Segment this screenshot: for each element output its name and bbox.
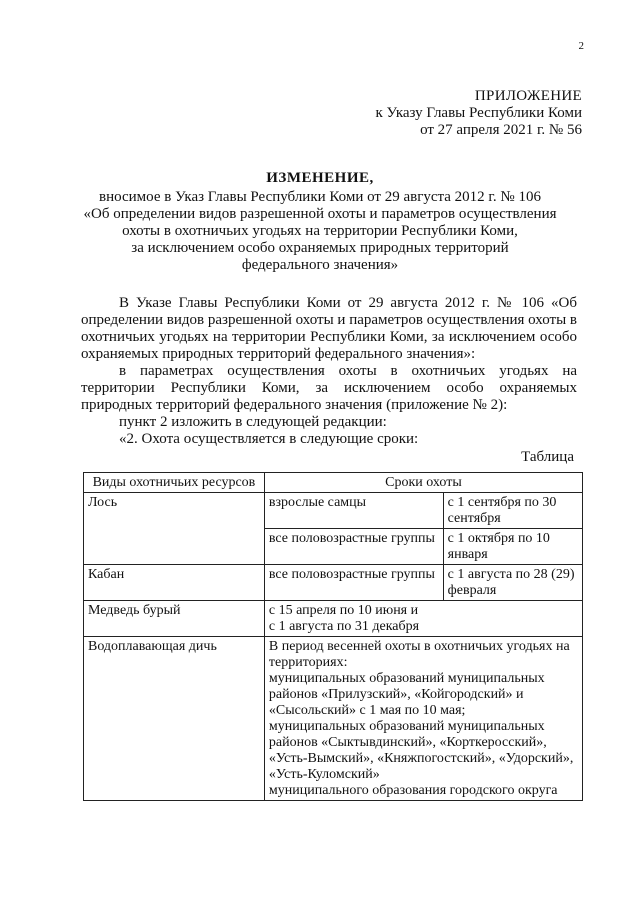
title-line: «Об определении видов разрешенной охоты и параметров осуществления <box>83 206 557 222</box>
appendix-header <box>375 88 582 139</box>
period-line: В период весенней охоты в охотничьих угодьях на территориях: <box>268 639 570 670</box>
period-line: муниципальных образований муниципальных районов «Сыктывдинский», «Корткеросский», «Усть-Вымский», «Княжпогостский», «Удорский», «Усть-Куломский» <box>268 719 574 782</box>
cell-species: Кабан <box>84 565 265 601</box>
period-line: с 1 августа по 31 декабря <box>268 619 420 634</box>
cell-period <box>264 637 582 801</box>
period-line: муниципальных образований муниципальных районов «Прилузский», «Койгородский» и «Сысольский» с 1 мая по 10 мая; <box>268 671 545 718</box>
table-row <box>84 493 583 529</box>
cell-group: все половозрастные группы <box>264 565 443 601</box>
body-paragraph: «2. Охота осуществляется в следующие сроки: <box>119 431 419 447</box>
title-line: вносимое в Указ Главы Республики Коми от 29 августа 2012 г. № 106 <box>99 189 541 205</box>
cell-period <box>264 601 582 637</box>
table-caption: Таблица <box>521 449 574 465</box>
appendix-date-line: от 27 апреля 2021 г. № 56 <box>420 122 582 138</box>
period-line: муниципального образования городского округа <box>268 783 558 798</box>
table-header-row <box>84 473 583 493</box>
title-line: охоты в охотничьих угодьях на территории Республики Коми, <box>122 223 518 239</box>
cell-species: Лось <box>84 493 265 565</box>
body-paragraph: пункт 2 изложить в следующей редакции: <box>119 414 387 430</box>
body-paragraph: В Указе Главы Республики Коми от 29 августа 2012 г. № 106 «Об определении видов разрешенной охоты и параметров осуществления охоты в охотничьих угодьях на территории Республики Коми, за исключением особо охраняемых природных территорий федерального значения»: <box>81 295 577 362</box>
cell-group: взрослые самцы <box>264 493 443 529</box>
cell-period: с 1 октября по 10 января <box>443 529 582 565</box>
cell-species: Водоплавающая дичь <box>84 637 265 801</box>
body-paragraph: в параметрах осуществления охоты в охотничьих угодьях на территории Республики Коми, за исключением особо охраняемых природных территорий федерального значения (приложение № 2): <box>81 363 577 413</box>
table-row <box>84 637 583 801</box>
table-row <box>84 565 583 601</box>
cell-period: с 1 сентября по 30 сентября <box>443 493 582 529</box>
cell-group: все половозрастные группы <box>264 529 443 565</box>
table-row <box>84 601 583 637</box>
cell-period: с 1 августа по 28 (29) февраля <box>443 565 582 601</box>
page-number: 2 <box>578 40 584 52</box>
appendix-heading: ПРИЛОЖЕНИЕ <box>474 88 582 104</box>
title-line: за исключением особо охраняемых природных территорий <box>131 240 509 256</box>
period-line: с 15 апреля по 10 июня и <box>268 603 419 618</box>
document-title-block <box>70 170 570 274</box>
document-body <box>81 295 577 448</box>
cell-species: Медведь бурый <box>84 601 265 637</box>
header-periods: Сроки охоты <box>264 473 582 493</box>
document-title: ИЗМЕНЕНИЕ, <box>266 170 374 186</box>
appendix-decree-line: к Указу Главы Республики Коми <box>375 105 582 121</box>
hunting-periods-table <box>83 472 583 801</box>
title-line: федерального значения» <box>241 257 399 273</box>
header-species: Виды охотничьих ресурсов <box>84 473 265 493</box>
